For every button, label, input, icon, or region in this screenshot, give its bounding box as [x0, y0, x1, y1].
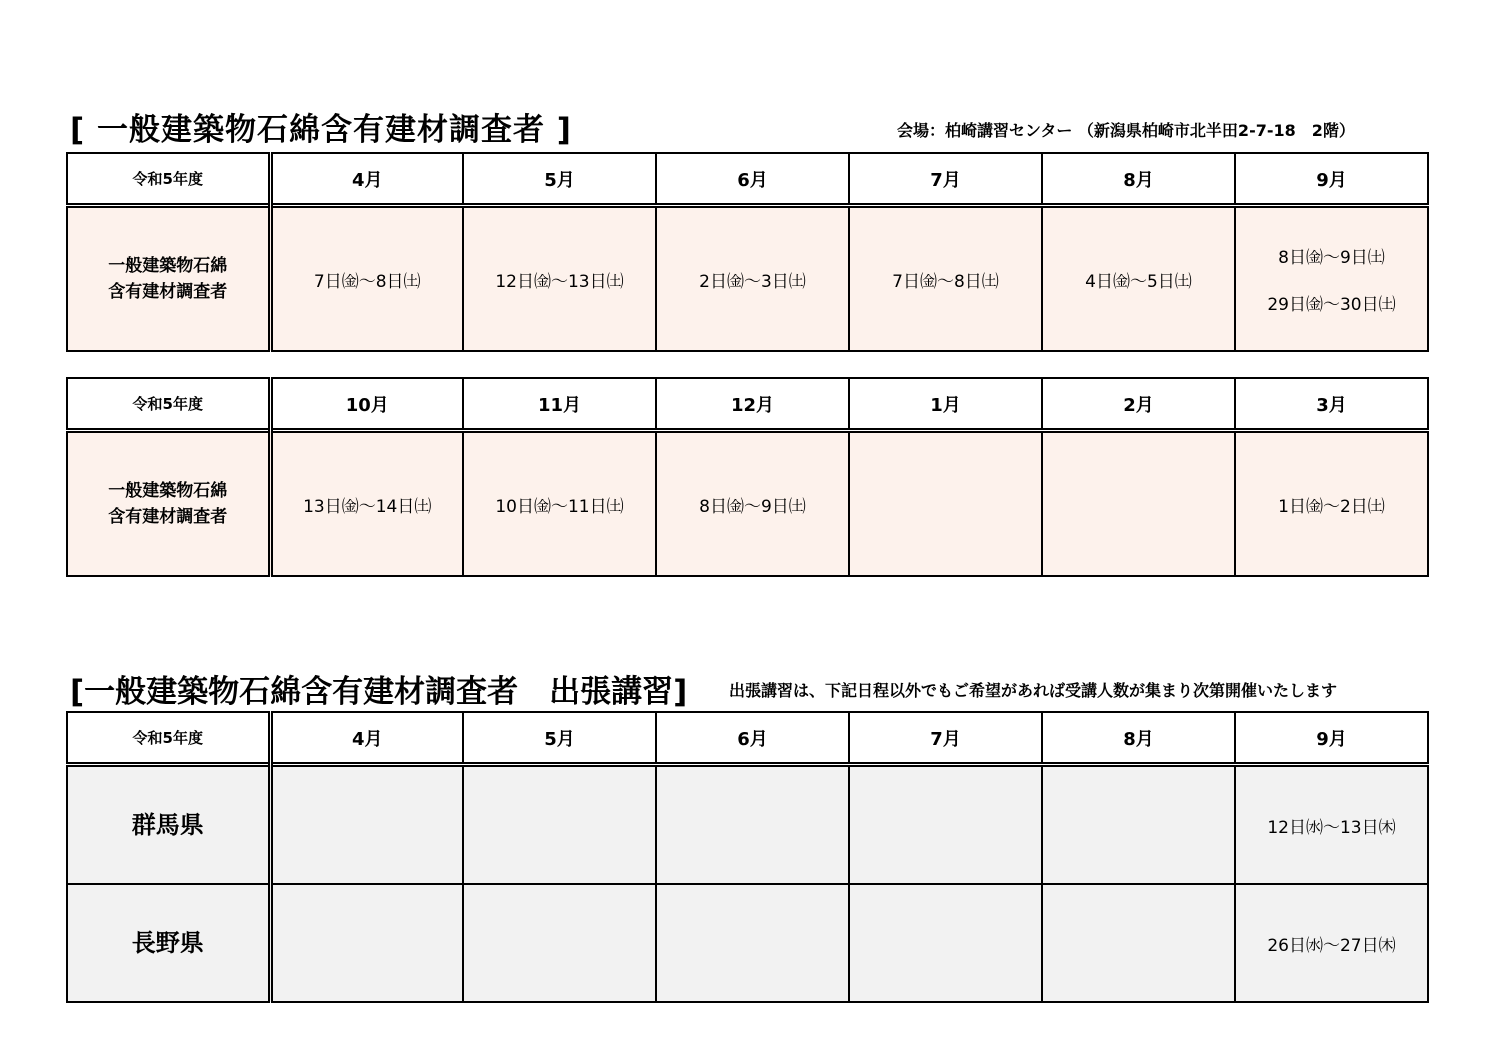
table-row-gunma	[67, 765, 1428, 885]
date-text: 12日㈮～13日㈯	[495, 271, 624, 292]
month-header: 5月	[463, 712, 656, 765]
date-cell-empty	[656, 765, 849, 885]
table-row	[67, 431, 1428, 577]
venue-info: 会場：柏崎講習センター （新潟県柏崎市北半田2-7-18 2階）	[897, 121, 1355, 140]
month-header: 6月	[656, 153, 849, 206]
date-text: 7日㈮～8日㈯	[313, 271, 421, 292]
date-cell	[270, 206, 463, 352]
month-header: 4月	[270, 712, 463, 765]
date-cell: 12日㈬～13日㈭	[1235, 765, 1428, 885]
table-row-nagano	[67, 884, 1428, 1002]
date-cell	[463, 431, 656, 577]
fiscal-year-cell: 令和5年度	[67, 712, 270, 765]
date-text: 8日㈮～9日㈯	[1278, 248, 1385, 268]
month-header: 8月	[1042, 153, 1235, 206]
month-header: 7月	[849, 712, 1042, 765]
date-text: 7日㈮～8日㈯	[892, 271, 999, 292]
section-title-onsite: [一般建築物石綿含有建材調査者 出張講習]	[70, 674, 688, 710]
date-text: 1日㈮～2日㈯	[1278, 496, 1385, 517]
date-text: 2日㈮～3日㈯	[699, 271, 806, 292]
schedule-table-oct-mar	[66, 377, 1429, 577]
prefecture-label: 群馬県	[67, 765, 270, 885]
date-text: 13日㈮～14日㈯	[303, 496, 432, 517]
course-label-line: 含有建材調査者	[108, 507, 228, 527]
date-cell-empty	[849, 431, 1042, 577]
date-cell-empty	[849, 765, 1042, 885]
prefecture-label: 長野県	[67, 884, 270, 1002]
month-header: 4月	[270, 153, 463, 206]
course-label-line: 一般建築物石綿	[108, 481, 228, 501]
date-cell	[270, 431, 463, 577]
date-cell-empty	[1042, 765, 1235, 885]
month-header: 11月	[463, 378, 656, 431]
date-cell	[656, 206, 849, 352]
schedule-table-apr-sep	[66, 152, 1429, 352]
date-text: 29日㈮～30日㈯	[1267, 295, 1396, 315]
date-cell-empty	[463, 765, 656, 885]
fiscal-year-cell: 令和5年度	[67, 378, 270, 431]
date-cell	[1235, 431, 1428, 577]
date-cell	[849, 206, 1042, 352]
month-header: 3月	[1235, 378, 1428, 431]
month-header: 7月	[849, 153, 1042, 206]
date-cell	[1042, 206, 1235, 352]
date-cell-empty	[270, 765, 463, 885]
month-header: 6月	[656, 712, 849, 765]
onsite-note: 出張講習は、下記日程以外でもご希望があれば受講人数が集まり次第開催いたします	[729, 681, 1338, 700]
onsite-schedule-table	[66, 711, 1429, 1003]
date-cell	[1235, 206, 1428, 352]
month-header: 5月	[463, 153, 656, 206]
month-header: 9月	[1235, 153, 1428, 206]
course-label-line: 含有建材調査者	[108, 282, 228, 302]
date-cell-empty	[656, 884, 849, 1002]
course-label-cell	[67, 431, 270, 577]
date-cell-empty	[1042, 884, 1235, 1002]
course-label-line: 一般建築物石綿	[108, 256, 228, 276]
table-row	[67, 206, 1428, 352]
date-cell	[463, 206, 656, 352]
date-cell: 26日㈬～27日㈭	[1235, 884, 1428, 1002]
course-label-cell	[67, 206, 270, 352]
date-text: 8日㈮～9日㈯	[699, 496, 806, 517]
date-cell	[656, 431, 849, 577]
section-title-course: [ 一般建築物石綿含有建材調査者 ]	[70, 112, 572, 148]
month-header: 10月	[270, 378, 463, 431]
month-header: 12月	[656, 378, 849, 431]
date-cell-empty	[270, 884, 463, 1002]
month-header: 8月	[1042, 712, 1235, 765]
month-header: 1月	[849, 378, 1042, 431]
date-text: 4日㈮～5日㈯	[1085, 271, 1192, 292]
table-header-row	[67, 153, 1428, 206]
month-header: 9月	[1235, 712, 1428, 765]
date-cell-empty	[1042, 431, 1235, 577]
date-cell-empty	[849, 884, 1042, 1002]
date-cell-empty	[463, 884, 656, 1002]
table-header-row	[67, 378, 1428, 431]
table-header-row	[67, 712, 1428, 765]
date-text: 10日㈮～11日㈯	[495, 496, 624, 517]
month-header: 2月	[1042, 378, 1235, 431]
fiscal-year-cell: 令和5年度	[67, 153, 270, 206]
